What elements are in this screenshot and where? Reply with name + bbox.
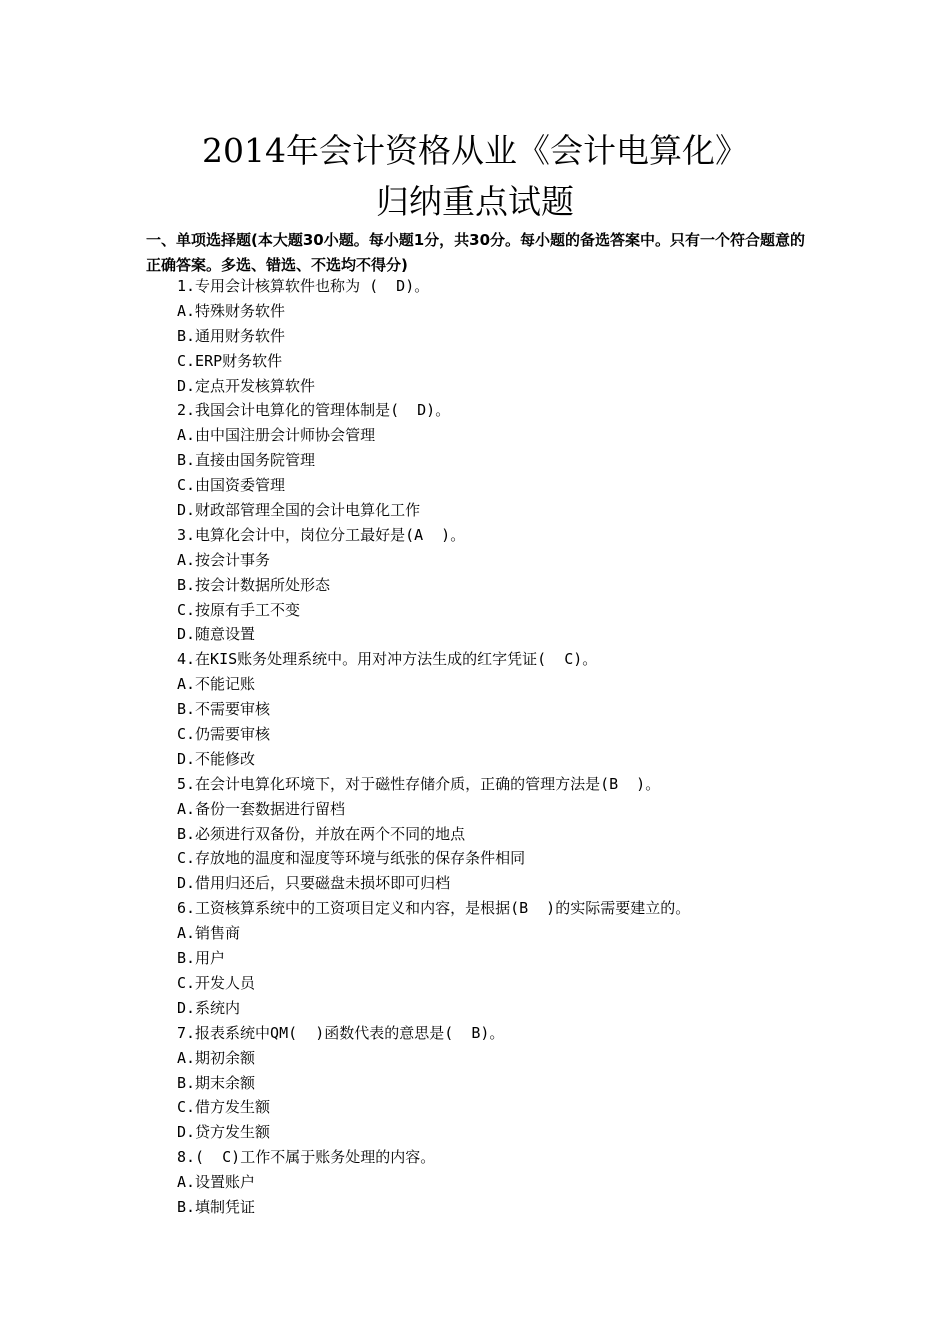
answer-option: A.期初余额 — [177, 1048, 256, 1067]
answer-option: B.通用财务软件 — [177, 326, 286, 345]
answer-option: B.填制凭证 — [177, 1197, 256, 1216]
answer-option: C.存放地的温度和湿度等环境与纸张的保存条件相同 — [177, 849, 526, 868]
answer-option: D.财政部管理全国的会计电算化工作 — [177, 501, 421, 520]
answer-option: C.由国资委管理 — [177, 476, 286, 495]
answer-option: D.随意设置 — [177, 625, 256, 644]
answer-option: B.用户 — [177, 949, 226, 968]
answer-option: D.借用归还后，只要磁盘未损坏即可归档 — [177, 874, 451, 893]
question-stem: 1.专用会计核算软件也称为 ( D)。 — [177, 277, 430, 295]
question-stem: 4.在KIS账务处理系统中。用对冲方法生成的红字凭证( C)。 — [177, 650, 598, 669]
answer-option: C.ERP财务软件 — [177, 351, 283, 370]
answer-option: A.按会计事务 — [177, 550, 271, 569]
answer-option: B.直接由国务院管理 — [177, 451, 316, 470]
question-stem: 2.我国会计电算化的管理体制是( D)。 — [177, 401, 451, 420]
document-title-line1: 2014年会计资格从业《会计电算化》 — [202, 131, 748, 170]
answer-option: A.特殊财务软件 — [177, 301, 286, 320]
answer-option: A.备份一套数据进行留档 — [177, 799, 346, 818]
answer-option: C.借方发生额 — [177, 1098, 271, 1117]
answer-option: A.设置账户 — [177, 1173, 256, 1192]
question-stem: 7.报表系统中QM( )函数代表的意思是( B)。 — [177, 1023, 505, 1042]
answer-option: B.期末余额 — [177, 1073, 256, 1092]
answer-option: B.不需要审核 — [177, 700, 271, 719]
question-stem: 6.工资核算系统中的工资项目定义和内容，是根据(B )的实际需要建立的。 — [177, 899, 691, 918]
answer-option: B.按会计数据所处形态 — [177, 575, 331, 594]
answer-option: C.仍需要审核 — [177, 725, 271, 744]
answer-option: B.必须进行双备份，并放在两个不同的地点 — [177, 824, 466, 843]
answer-option: A.由中国注册会计师协会管理 — [177, 426, 376, 445]
section-heading: 一、单项选择题(本大题30小题。每小题1分，共30分。每小题的备选答案中。只有一个符合题意的正确答案。多选、错选、不选均不得分) — [146, 231, 806, 274]
answer-option: C.按原有手工不变 — [177, 600, 301, 619]
answer-option: D.定点开发核算软件 — [177, 376, 316, 395]
question-stem: 8.( C)工作不属于账务处理的内容。 — [177, 1148, 436, 1167]
question-stem: 5.在会计电算化环境下，对于磁性存储介质，正确的管理方法是(B )。 — [177, 774, 661, 793]
answer-option: D.不能修改 — [177, 749, 256, 768]
answer-option: A.销售商 — [177, 924, 241, 943]
question-list — [177, 274, 817, 1220]
answer-option: A.不能记账 — [177, 675, 256, 694]
question-stem: 3.电算化会计中，岗位分工最好是(A )。 — [177, 525, 466, 544]
answer-option: D.系统内 — [177, 998, 241, 1017]
answer-option: C.开发人员 — [177, 973, 256, 992]
answer-option: D.贷方发生额 — [177, 1123, 271, 1142]
document-title-line2: 归纳重点试题 — [376, 182, 574, 221]
